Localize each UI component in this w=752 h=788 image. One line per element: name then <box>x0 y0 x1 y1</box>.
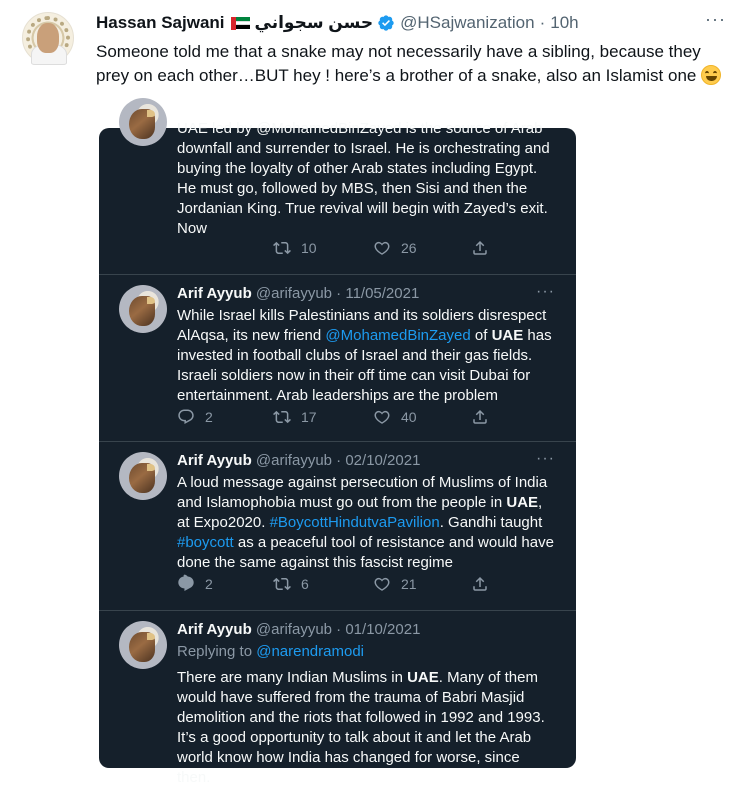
clipped-line: UAE led by @MohamedBinZayed is the source of Arab <box>177 120 543 137</box>
reply-icon <box>177 575 195 593</box>
tweet-text-content: Someone told me that a snake may not necessarily have a sibling, because they prey on each other…BUT hey ! here’s a brother of a snake, also an Islamist one <box>96 42 701 85</box>
arif-ayyub-avatar[interactable] <box>119 452 167 500</box>
retweet-button[interactable] <box>273 574 309 594</box>
like-button[interactable] <box>373 407 417 427</box>
embedded-tweet-2[interactable] <box>99 275 576 441</box>
retweet-icon <box>273 575 291 593</box>
tweet-header <box>96 12 579 34</box>
more-options-icon[interactable]: ··· <box>536 450 555 467</box>
author-name[interactable]: Arif Ayyub <box>177 452 252 469</box>
text-segment: . Gandhi taught <box>439 514 543 531</box>
text-segment: While Israel kills Palestinians and its soldiers disrespect AlAqsa, its new friend <box>177 307 547 344</box>
tweet-time[interactable]: 10h <box>550 13 579 32</box>
text-segment: There are many Indian Muslims in <box>177 669 408 686</box>
hashtag-link[interactable]: #BoycottHindutvaPavilion <box>269 514 440 531</box>
share-button[interactable] <box>471 238 489 258</box>
uae-flag-icon <box>231 17 250 30</box>
retweet-count: 10 <box>301 240 317 256</box>
reply-count: 2 <box>205 576 213 592</box>
heart-icon <box>373 575 391 593</box>
reply-count: 2 <box>205 409 213 425</box>
heart-icon <box>373 408 391 426</box>
retweet-button[interactable] <box>273 407 317 427</box>
text-segment: . Many of them would have suffered from the trauma of Babri Masjid demolition and the riots that followed in 1992 and 1993. It’s a good opportunity to talk about it and let the Arab world know how India has changed for worse, since then. <box>177 669 545 786</box>
embedded-tweet-header <box>177 285 419 302</box>
text-segment: as a peaceful tool of resistance and would have done the same against this fascist regime <box>177 534 554 571</box>
action-bar <box>177 407 517 427</box>
like-count: 40 <box>401 409 417 425</box>
author-avatar[interactable] <box>22 12 74 64</box>
text-segment: has invested in football clubs of Israel and their gas fields. Israeli soldiers now in their off time can visit Dubai for entertainment. Arab leaderships are the problem <box>177 327 552 404</box>
replying-label: Replying to <box>177 643 257 660</box>
author-handle[interactable]: @arifayyub <box>255 621 332 638</box>
action-bar <box>177 238 517 258</box>
separator: · <box>336 452 342 469</box>
author-handle[interactable]: @arifayyub <box>255 452 332 469</box>
hashtag-link[interactable]: #boycott <box>177 534 234 551</box>
retweet-count: 17 <box>301 409 317 425</box>
heart-icon <box>373 239 391 257</box>
retweet-button[interactable] <box>273 238 317 258</box>
author-handle[interactable]: @HSajwanization <box>400 13 535 32</box>
embedded-tweet-text <box>177 668 557 788</box>
share-icon <box>471 408 489 426</box>
arif-ayyub-avatar <box>119 98 167 146</box>
replying-to-link[interactable]: @narendramodi <box>256 643 365 660</box>
share-button[interactable] <box>471 574 489 594</box>
text-segment: , at Expo2020. <box>177 494 543 531</box>
arif-ayyub-avatar[interactable] <box>119 285 167 333</box>
bold-text: UAE <box>491 327 524 344</box>
author-name[interactable]: Hassan Sajwani <box>96 13 225 32</box>
embedded-tweet-4[interactable] <box>99 611 576 786</box>
embedded-tweet-1[interactable] <box>99 120 576 275</box>
like-button[interactable] <box>373 574 417 594</box>
action-bar <box>177 574 517 594</box>
more-options-icon[interactable]: ··· <box>536 283 555 300</box>
embedded-tweets-image[interactable] <box>99 120 576 786</box>
tweet-date[interactable]: 01/10/2021 <box>345 621 421 638</box>
tweet-date[interactable]: 02/10/2021 <box>345 452 421 469</box>
mention-link[interactable]: @MohamedBinZayed <box>325 327 471 344</box>
grinning-squinting-face-icon <box>701 65 721 85</box>
share-icon <box>471 239 489 257</box>
reply-button[interactable] <box>177 574 213 594</box>
tweet-date[interactable]: 11/05/2021 <box>345 285 420 302</box>
separator: · <box>336 621 342 638</box>
author-name[interactable]: Arif Ayyub <box>177 285 252 302</box>
separator: · <box>539 13 546 32</box>
like-count: 26 <box>401 240 417 256</box>
text-segment: of <box>470 327 492 344</box>
embedded-tweet-header <box>177 452 420 469</box>
more-options-icon[interactable]: ··· <box>705 9 726 29</box>
embedded-tweet-3[interactable] <box>99 442 576 610</box>
embedded-tweet-text <box>177 119 557 239</box>
embedded-tweet-text <box>177 306 557 406</box>
author-name-arabic[interactable]: حسن سجواني <box>254 13 374 32</box>
retweet-icon <box>273 239 291 257</box>
share-button[interactable] <box>471 407 489 427</box>
bold-text: UAE <box>407 669 439 686</box>
text-segment: A loud message against persecution of Muslims of India and Islamophobia must go out from the people in <box>177 474 548 511</box>
reply-icon <box>177 408 195 426</box>
like-button[interactable] <box>373 238 417 258</box>
reply-button[interactable] <box>177 407 213 427</box>
like-count: 21 <box>401 576 417 592</box>
embedded-tweet-header <box>177 621 420 638</box>
share-icon <box>471 575 489 593</box>
replying-to-line <box>177 642 557 662</box>
retweet-count: 6 <box>301 576 309 592</box>
bold-text: UAE <box>506 494 539 511</box>
author-handle[interactable]: @arifayyub <box>255 285 332 302</box>
tweet-text <box>96 40 736 88</box>
retweet-icon <box>273 408 291 426</box>
arif-ayyub-avatar[interactable] <box>119 621 167 669</box>
embedded-tweet-text <box>177 473 557 573</box>
separator: · <box>336 285 342 302</box>
verified-badge-icon <box>377 14 395 32</box>
tweet-body: downfall and surrender to Israel. He is orchestrating and buying the loyalty of other Arab states including Egypt. He must go, followed by MBS, then Sisi and then the Jordanian King. True revival will begin with Zayed’s exit. Now <box>177 140 550 237</box>
author-name[interactable]: Arif Ayyub <box>177 621 252 638</box>
